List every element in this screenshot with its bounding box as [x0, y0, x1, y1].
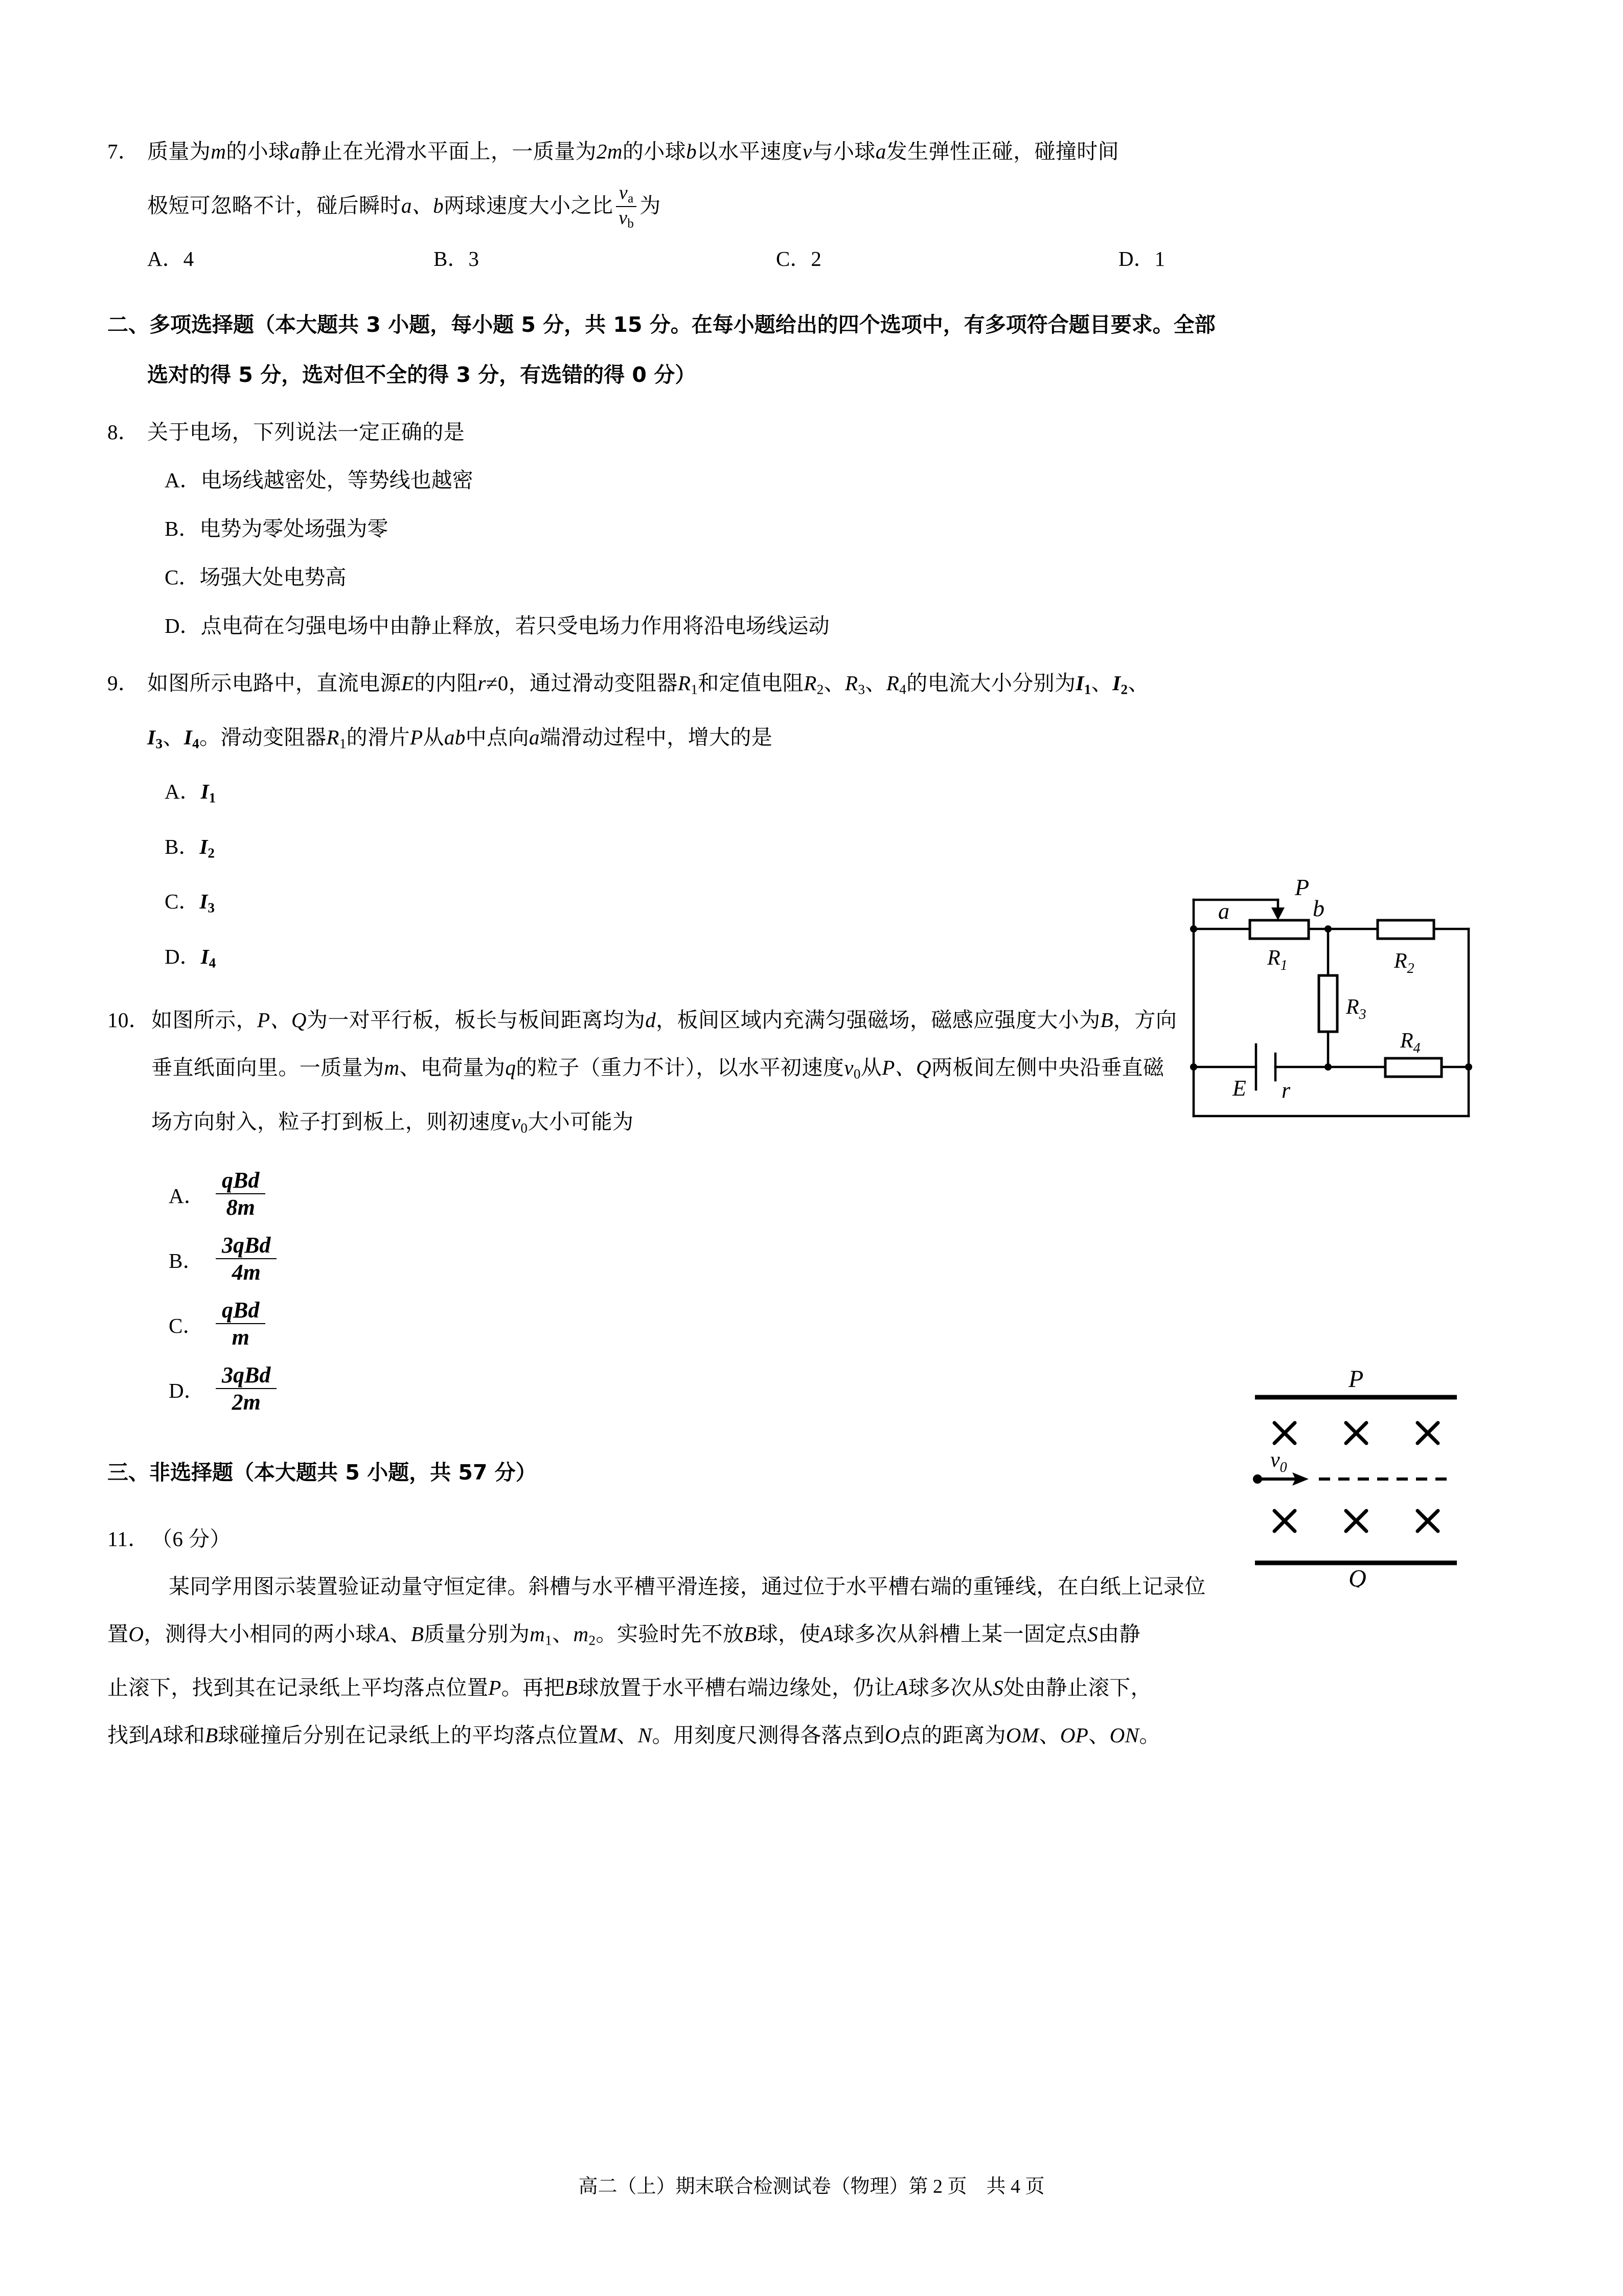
question-10-line-3: 场方向射入，粒子打到板上，则初速度$v_0$大小可能为 — [151, 1109, 634, 1136]
question-7-options — [107, 236, 1508, 282]
q9-sym-I2: $I_2$ — [1112, 671, 1128, 697]
q8-option-a[interactable]: A．电场线越密处，等势线也越密 — [165, 468, 473, 492]
circuit-label-R3: $R_3$ — [1346, 995, 1366, 1022]
question-11-line-2: 置O，测得大小相同的两小球A、B质量分别为$m_1$、$m_2$。实验时先不放B球，使A球多次从斜槽上某一固定点S由静 — [107, 1622, 1140, 1648]
q11-sym-ON: ON — [1109, 1723, 1139, 1747]
q7-velocity-ratio-fraction — [616, 182, 636, 231]
q9-sym-R1: $R_1$ — [677, 671, 698, 697]
question-10-plates-figure — [1227, 1342, 1493, 1587]
q10-option-a[interactable]: A． qBd 8m — [107, 1162, 1508, 1226]
q11-sym-S: S — [1087, 1622, 1099, 1646]
q9-sym-R4: $R_4$ — [886, 671, 907, 697]
circuit-label-P: P — [1295, 874, 1310, 900]
question-8-stem — [107, 408, 1508, 456]
question-10-line-1: 10．如图所示，P、Q为一对平行板，板长与板间距离均为d，板间区域内充满匀强磁场，磁感应强度大小为B，方向 — [107, 996, 1508, 1044]
section-2-heading — [107, 299, 1508, 399]
q7-text-f: 与小球 — [812, 140, 876, 163]
q11-sym-M: M — [599, 1723, 617, 1747]
q11-sym-Bball: B — [744, 1622, 757, 1646]
question-7-line-2 — [107, 175, 1508, 236]
q11-sym-A3: A — [149, 1723, 163, 1747]
question-7-number: 7． — [107, 140, 140, 163]
circuit-label-r: r — [1282, 1078, 1291, 1103]
q9-sym-P: P — [410, 725, 423, 749]
question-10-line-2: 垂直纸面向里。一质量为m、电荷量为q的粒子（重力不计），以水平初速度$v_0$从P、Q两板间左侧中央沿垂直磁 — [151, 1056, 1164, 1082]
q7-option-a[interactable]: A．4 — [147, 247, 194, 270]
q7-option-b[interactable]: B．3 — [433, 247, 479, 270]
q7-sym-m: m — [211, 140, 226, 163]
q10-sym-m: m — [384, 1056, 400, 1080]
q10-option-d[interactable]: D． 3qBd 2m — [107, 1356, 1508, 1421]
q10-sym-v0b: $v_0$ — [511, 1109, 528, 1136]
q8-option-c[interactable]: C．场强大处电势高 — [165, 565, 347, 589]
q10-fraction-b: 3qBd 4m — [216, 1233, 277, 1285]
q10-sym-q: q — [505, 1056, 516, 1080]
q11-sym-m2: $m_2$ — [573, 1622, 596, 1648]
q11-sym-N: N — [637, 1723, 652, 1747]
q7-text-l2c: 为 — [639, 194, 661, 217]
question-7 — [107, 128, 1508, 282]
q11-sym-OM: OM — [1005, 1723, 1039, 1747]
q11-sym-Aball: A — [820, 1622, 834, 1646]
q9-option-a[interactable]: A．$I_1$ — [165, 780, 216, 806]
question-11-line-4: 找到A球和B球碰撞后分别在记录纸上的平均落点位置M、N。用刻度尺测得各落点到O点的距离为OM、OP、ON。 — [107, 1723, 1160, 1747]
question-11-line-1: 某同学用图示装置验证动量守恒定律。斜槽与水平槽平滑连接，通过位于水平槽右端的重锤线，在白纸上记录位 — [169, 1574, 1206, 1598]
q7-text-e: 以水平速度 — [696, 140, 803, 163]
q11-sym-O: O — [128, 1622, 144, 1646]
q11-sym-O2: O — [884, 1723, 900, 1747]
circuit-label-R1: $R_1$ — [1267, 946, 1288, 973]
q7-sym-a: a — [289, 140, 301, 163]
q7-sym-v: v — [802, 140, 812, 163]
q11-points: （6 分） — [151, 1527, 231, 1551]
circuit-label-R2: $R_2$ — [1394, 949, 1414, 976]
q7-sym-a2: a — [875, 140, 886, 163]
q10-sym-v0: $v_0$ — [844, 1056, 861, 1082]
q7-sym-2m: 2m — [596, 140, 623, 163]
q10-fraction-d: 3qBd 2m — [216, 1362, 277, 1415]
q7-option-d[interactable]: D．1 — [1118, 247, 1165, 270]
q7-option-c[interactable]: C．2 — [776, 247, 821, 270]
q7-text-d: 的小球 — [622, 140, 687, 163]
q7-text-a: 质量为 — [147, 140, 211, 163]
q7-frac-denominator: $v_b$ — [616, 206, 636, 231]
q10-sym-PQ2: P、Q — [882, 1056, 932, 1080]
q9-sym-I3: $I_3$ — [147, 725, 163, 752]
circuit-label-a: a — [1218, 899, 1229, 924]
q7-text-l2a: 极短可忽略不计，碰后瞬时 — [147, 194, 401, 217]
question-9-number: 9． — [107, 671, 140, 695]
circuit-label-b: b — [1313, 895, 1324, 921]
q10-option-c[interactable]: C． qBd m — [107, 1291, 1508, 1356]
q10-fraction-a: qBd 8m — [216, 1168, 265, 1220]
q10-sym-B: B — [1100, 1008, 1114, 1032]
question-10-number: 10． — [107, 1008, 150, 1032]
section-3-heading: 三、非选择题（本大题共 5 小题，共 57 分） — [107, 1460, 537, 1485]
circuit-label-R4: $R_4$ — [1400, 1029, 1421, 1056]
q9-sym-R2: $R_2$ — [804, 671, 824, 697]
q11-sym-S2: S — [993, 1676, 1004, 1700]
q9-option-c[interactable]: C．$I_3$ — [165, 890, 215, 916]
q10-fraction-c: qBd m — [216, 1298, 265, 1350]
velocity-label-v0: $v_0$ — [1270, 1448, 1287, 1475]
q11-sym-B: B — [410, 1622, 424, 1646]
q9-sym-R3: $R_3$ — [845, 671, 865, 697]
question-8 — [107, 408, 1508, 650]
q10-option-b[interactable]: B． 3qBd 4m — [107, 1226, 1508, 1291]
page-footer: 高二（上）期末联合检测试卷（物理）第 2 页 共 4 页 — [578, 2176, 1045, 2197]
section-2-line-1: 二、多项选择题（本大题共 3 小题，每小题 5 分，共 15 分。在每小题给出的四个选项中，有多项符合题目要求。全部 — [107, 312, 1216, 337]
question-9-line-1: 9． 如图所示电路中，直流电源E的内阻r≠0，通过滑动变阻器$R_1$和定值电阻$R_2$、$R_3$、$R_4$的电流大小分别为$I_1$、$I_2$、 — [107, 660, 1508, 714]
q7-text-b: 的小球 — [226, 140, 290, 163]
q9-sym-I1: $I_1$ — [1076, 671, 1091, 697]
q11-sym-A2: A — [895, 1676, 908, 1700]
q9-sym-I4: $I_4$ — [184, 725, 199, 752]
q9-sym-R1b: $R_1$ — [326, 725, 347, 752]
q11-sym-B2: B — [564, 1676, 578, 1700]
q9-sym-aend: a — [529, 725, 540, 749]
q11-sym-B3: B — [205, 1723, 218, 1747]
q9-sym-ab: ab — [444, 725, 466, 749]
question-8-number: 8． — [107, 420, 140, 444]
q7-sym-b: b — [686, 140, 697, 163]
plate-label-Q: Q — [1348, 1565, 1366, 1587]
q8-option-b[interactable]: B．电势为零处场强为零 — [165, 517, 388, 540]
q9-option-b[interactable]: B．$I_2$ — [165, 834, 215, 861]
q9-sym-E: E — [401, 671, 415, 695]
q9-option-d[interactable]: D．$I_4$ — [165, 944, 216, 971]
question-9-circuit-figure — [1183, 867, 1485, 1127]
q10-sym-d: d — [645, 1008, 656, 1032]
question-9-line-2: $I_3$、$I_4$。滑动变阻器$R_1$的滑片P从ab中点向a端滑动过程中，增大的是 — [147, 725, 773, 752]
q11-sym-A: A — [376, 1622, 390, 1646]
q11-sym-OP: OP — [1060, 1723, 1089, 1747]
q7-text-c: 静止在光滑水平面上，一质量为 — [300, 140, 597, 163]
q9-sym-r: r — [477, 671, 486, 695]
q7-sym-ab: a、b — [401, 194, 444, 217]
q7-text-l2b: 两球速度大小之比 — [444, 194, 613, 217]
q7-frac-numerator: $v_a$ — [619, 182, 634, 206]
plate-label-P: P — [1348, 1366, 1364, 1393]
q8-stem-text: 关于电场，下列说法一定正确的是 — [147, 420, 465, 444]
q10-sym-PQ: P、Q — [257, 1008, 307, 1032]
q11-sym-P: P — [488, 1676, 501, 1700]
section-2-line-2: 选对的得 5 分，选对但不全的得 3 分，有选错的得 0 分） — [147, 362, 696, 387]
question-11-number: 11． — [107, 1527, 149, 1551]
q7-text-g: 发生弹性正碰，碰撞时间 — [886, 140, 1119, 163]
question-7-line-1 — [107, 128, 1508, 175]
circuit-label-E: E — [1232, 1076, 1246, 1101]
question-11-line-3: 止滚下，找到其在记录纸上平均落点位置P。再把B球放置于水平槽右端边缘处，仍让A球多次从S处由静止滚下， — [107, 1676, 1152, 1700]
slider-arrow-icon — [1271, 907, 1285, 920]
q8-option-d[interactable]: D．点电荷在匀强电场中由静止释放，若只受电场力作用将沿电场线运动 — [165, 614, 830, 638]
q11-sym-m1: $m_1$ — [530, 1622, 553, 1648]
